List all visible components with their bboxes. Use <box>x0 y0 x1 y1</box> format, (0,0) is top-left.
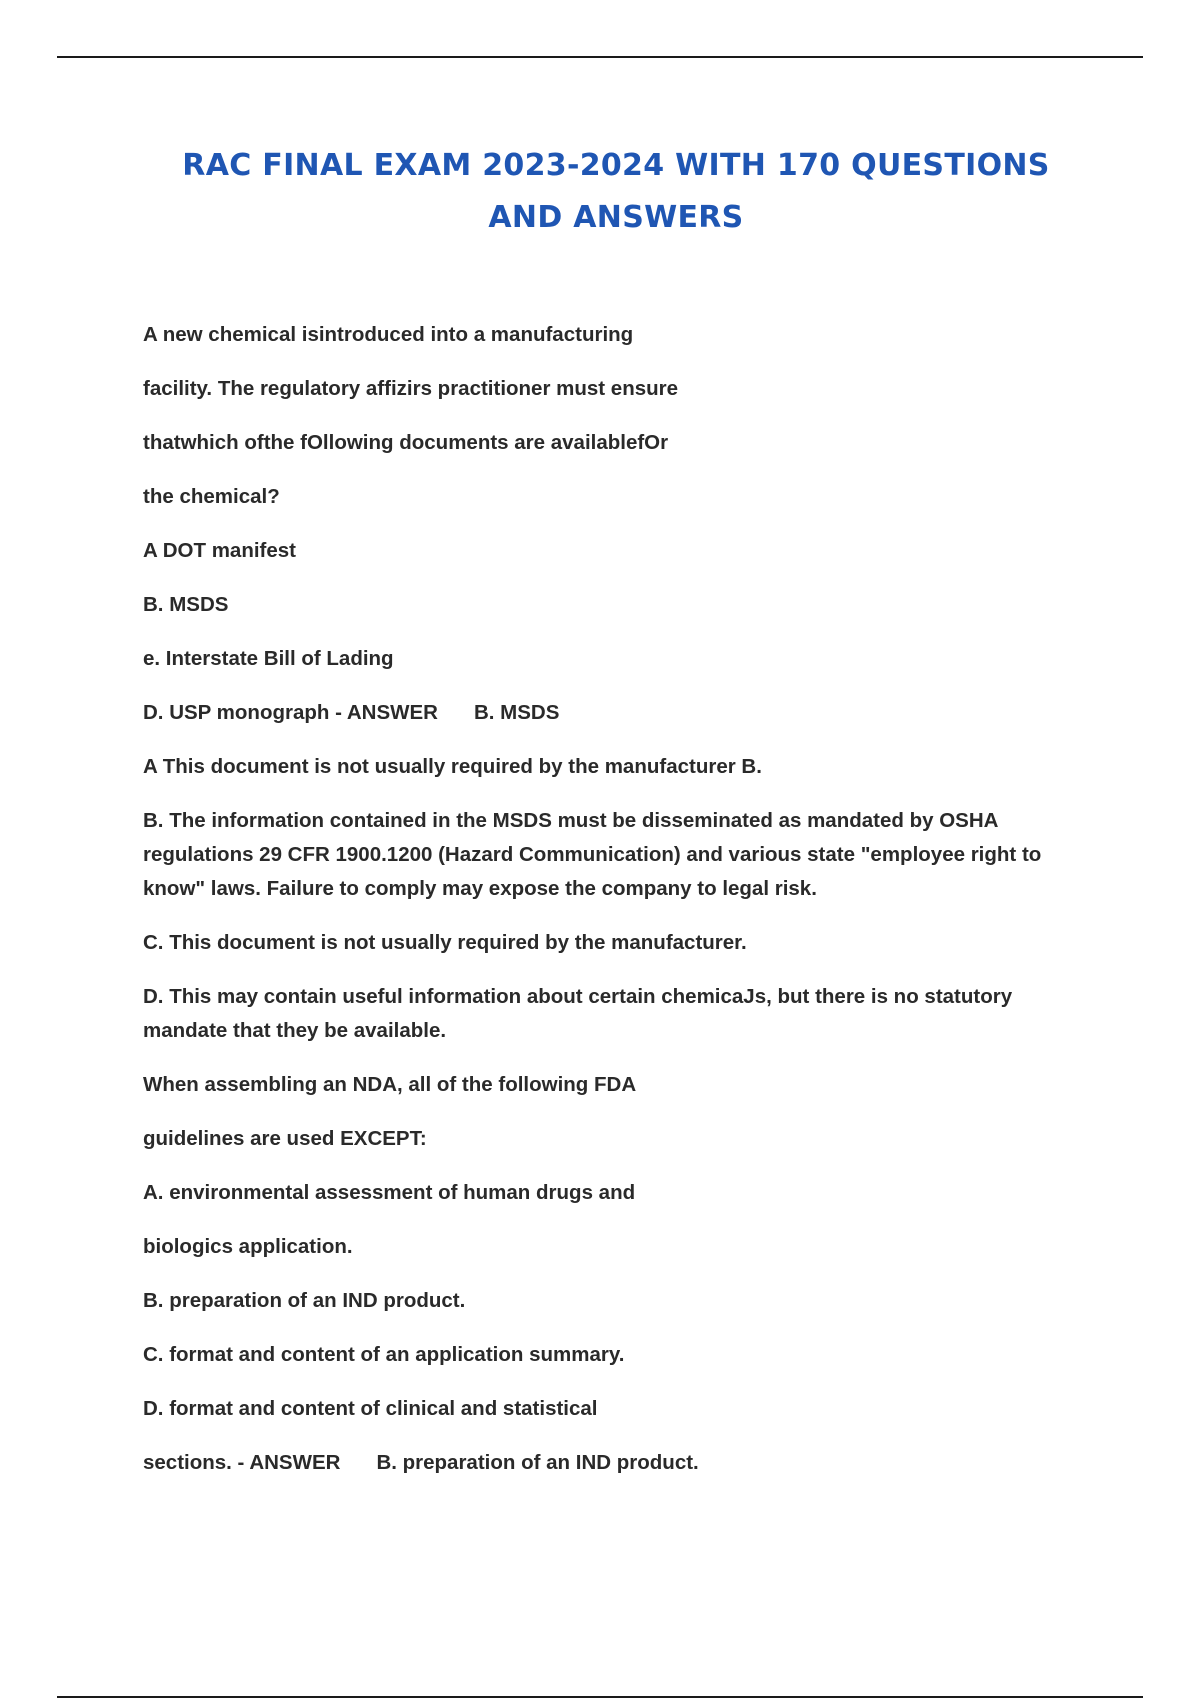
q1-answer: B. MSDS <box>473 701 560 724</box>
q2-answer-line <box>143 1446 1083 1480</box>
q1-stem-line-3: thatwhich ofthe fOllowing documents are availablefOr <box>143 431 669 454</box>
q2-last-line: sections. - ANSWER <box>143 1451 341 1474</box>
q1-option-a: A DOT manifest <box>143 539 297 562</box>
q1-explanation-d: D. This may contain useful information about certain chemicaJs, but there is no statutory mandate that they be available. <box>143 985 1013 1042</box>
q2-stem-line-2: guidelines are used EXCEPT: <box>143 1127 427 1150</box>
q1-option-c: e. Interstate Bill of Lading <box>143 647 394 670</box>
q1-explanation-c: C. This document is not usually required by the manufacturer. <box>143 931 747 954</box>
top-rule <box>57 56 1143 58</box>
q2-answer: B. preparation of an IND product. <box>376 1451 699 1474</box>
q2-option-a-line-1: A. environmental assessment of human drugs and <box>143 1181 636 1204</box>
q1-stem-line-4: the chemical? <box>143 485 280 508</box>
q1-explanation-b: B. The information contained in the MSDS must be disseminated as mandated by OSHA regulations 29 CFR 1900.1200 (Hazard Communication) and various state "employee right to know" laws. Failure to comply may expose the company to legal risk. <box>143 809 1042 900</box>
q1-option-d-answer <box>143 696 1083 730</box>
title-line-1: RAC FINAL EXAM 2023-2024 WITH 170 QUESTIONS <box>182 148 1050 183</box>
document-body <box>143 318 1083 1500</box>
q1-explanation-a: A This document is not usually required by the manufacturer B. <box>143 755 762 778</box>
q2-stem-line-1: When assembling an NDA, all of the following FDA <box>143 1073 637 1096</box>
title-line-2: AND ANSWERS <box>488 200 744 235</box>
document-title <box>0 140 1200 244</box>
q2-option-d: D. format and content of clinical and statistical <box>143 1397 598 1420</box>
q2-option-c: C. format and content of an application summary. <box>143 1343 625 1366</box>
bottom-rule <box>57 1696 1143 1698</box>
q2-option-a-line-2: biologics application. <box>143 1235 353 1258</box>
q2-option-b: B. preparation of an IND product. <box>143 1289 466 1312</box>
q1-option-b: B. MSDS <box>143 593 229 616</box>
q1-stem-line-1: A new chemical isintroduced into a manufacturing <box>143 323 634 346</box>
q1-stem-line-2: facility. The regulatory affizirs practitioner must ensure <box>143 377 679 400</box>
q1-option-d: D. USP monograph - ANSWER <box>143 701 438 724</box>
